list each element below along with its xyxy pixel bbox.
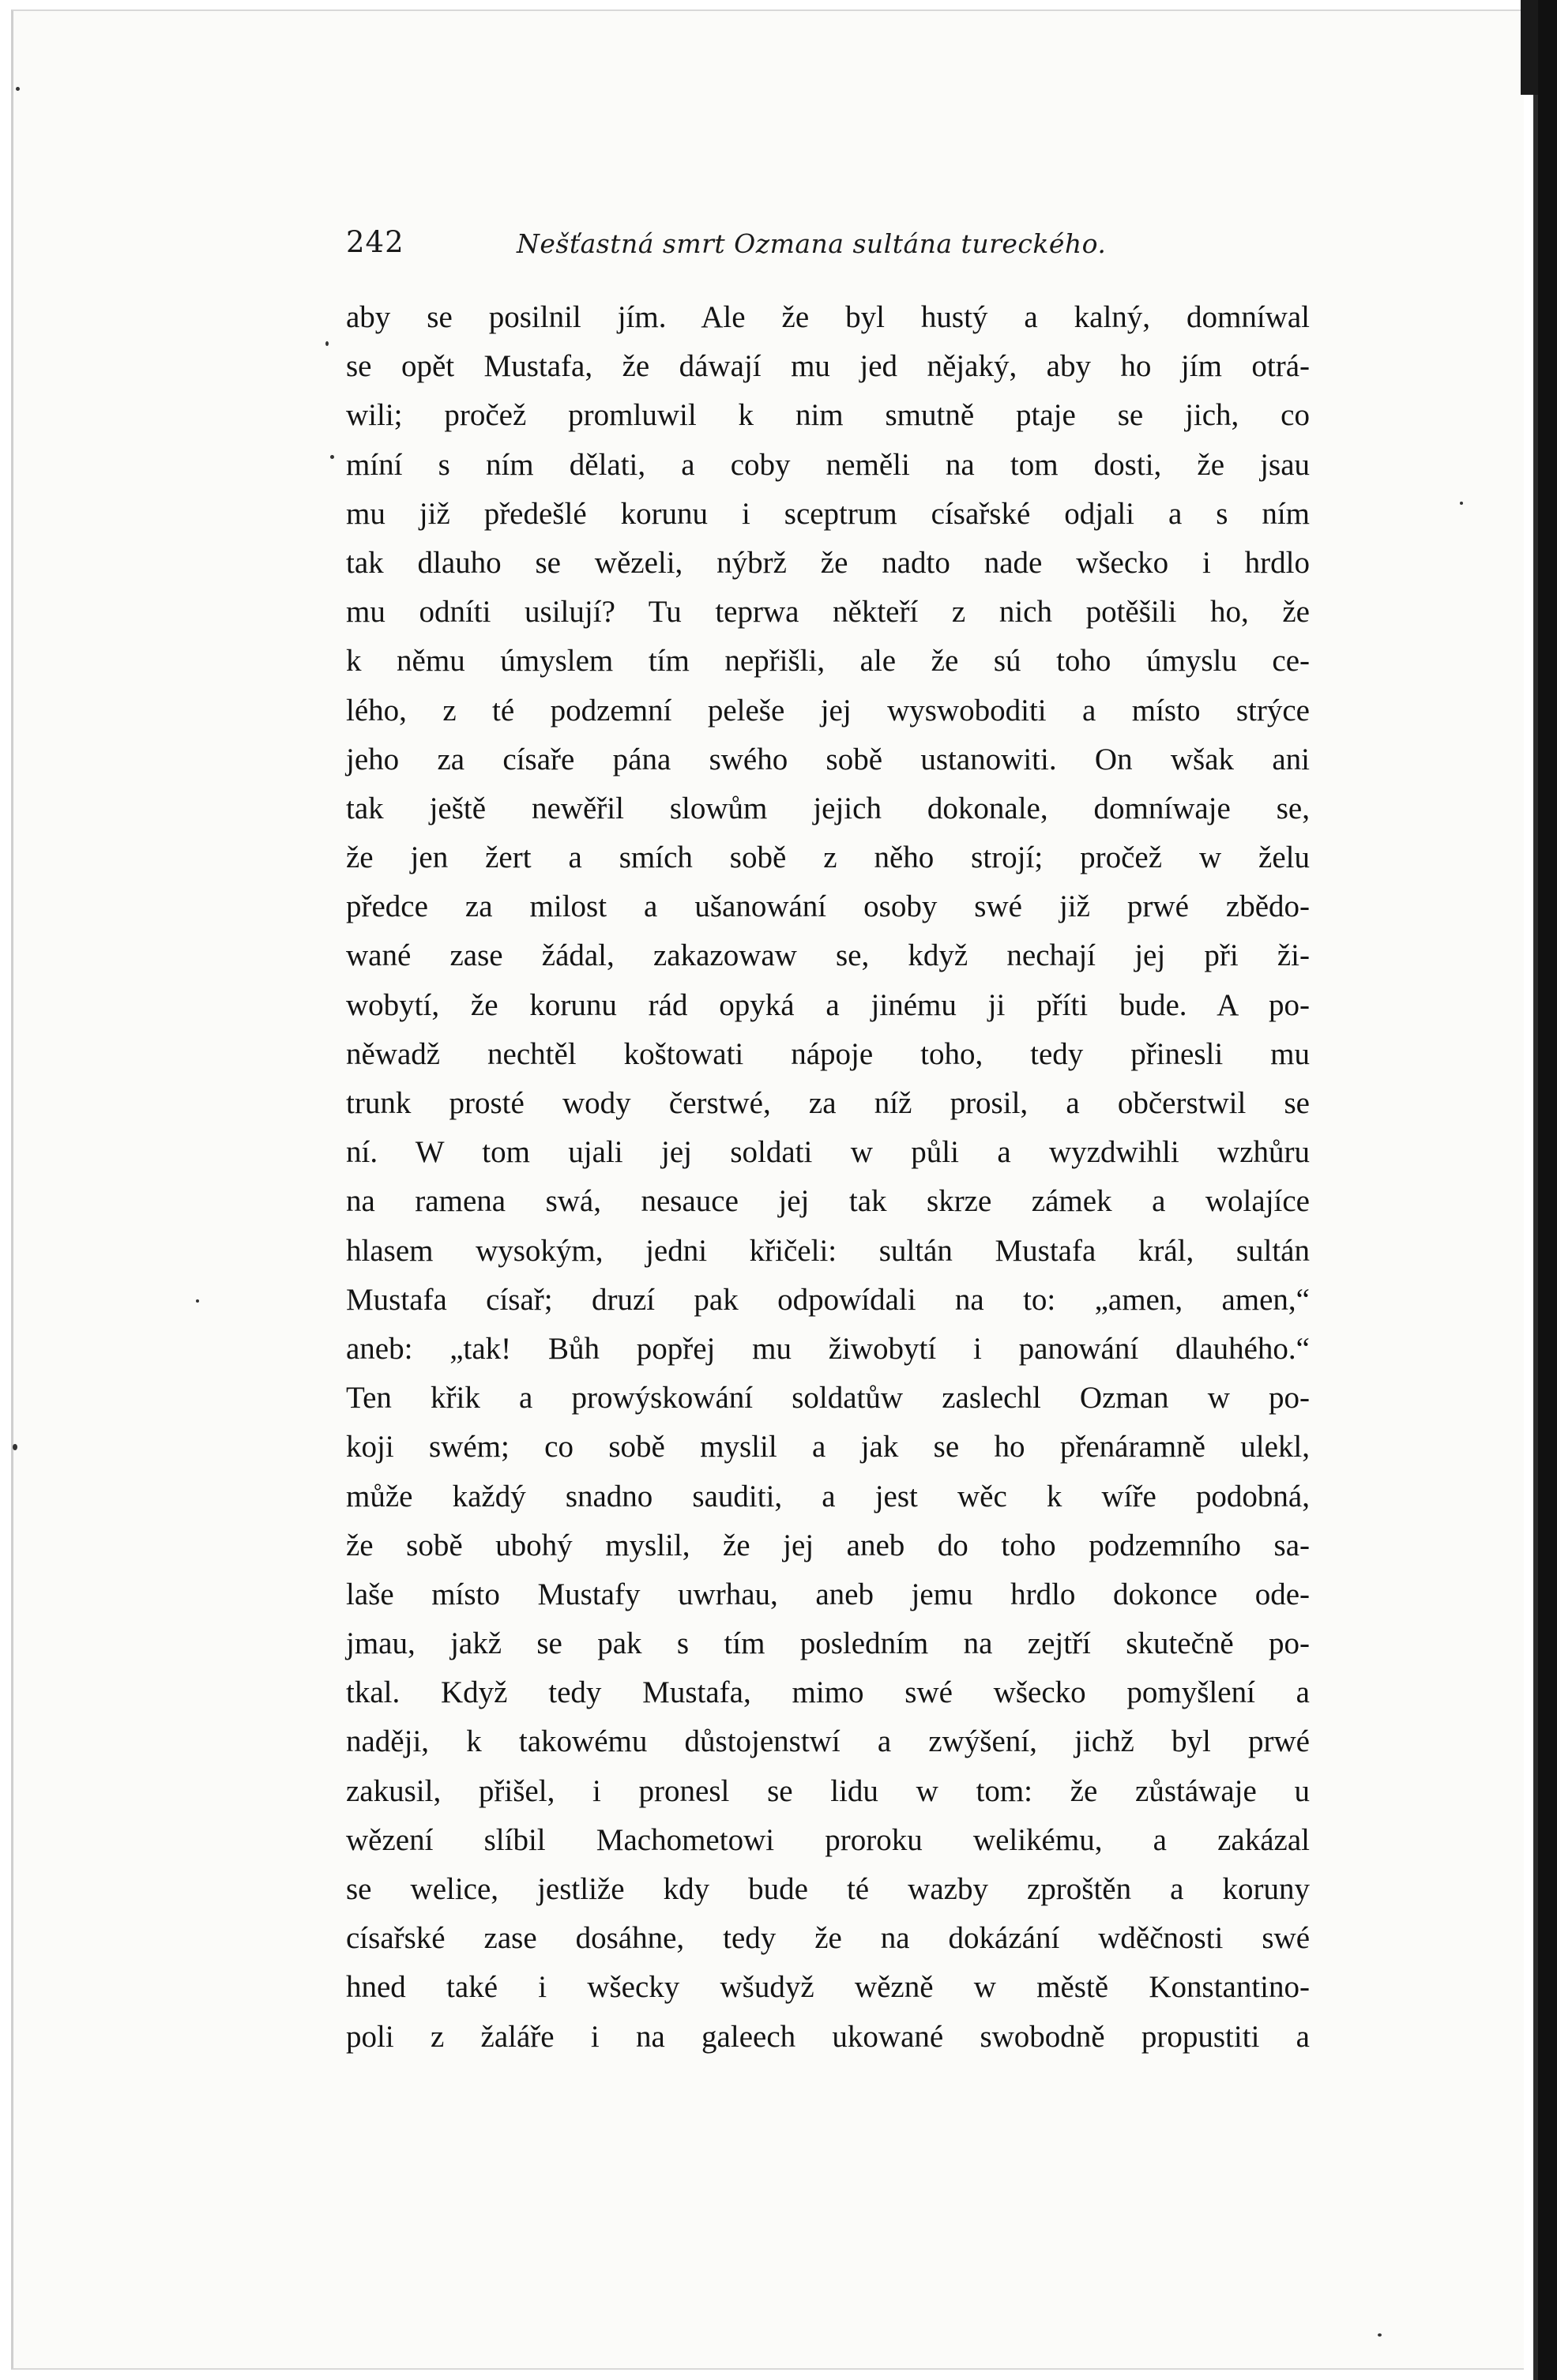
text-line: poli z žaláře i na galeech ukowané swobodně propustiti a: [346, 2019, 1310, 2054]
text-line: Mustafa císař; druzí pak odpowídali na to: „amen, amen,“: [346, 1282, 1310, 1317]
text-line: jmau, jakž se pak s tím posledním na zejtří skutečně po-: [346, 1626, 1310, 1661]
scan-speck: [16, 87, 20, 91]
text-line: může každý snadno sauditi, a jest wěc k wíře podobná,: [346, 1479, 1310, 1513]
running-header: [346, 225, 1310, 265]
body-text: [346, 293, 1310, 2062]
text-line: koji swém; co sobě myslil a jak se ho přenáramně ulekl,: [346, 1430, 1310, 1464]
text-line: jeho za císaře pána swého sobě ustanowiti. On wšak ani: [346, 742, 1310, 776]
text-line: wězení slíbil Machometowi proroku welikému, a zakázal: [346, 1822, 1310, 1857]
text-line: mu odníti usilují? Tu teprwa někteří z nich potěšili ho, že: [346, 595, 1310, 630]
text-line: míní s ním dělati, a coby neměli na tom dosti, že jsau: [346, 447, 1310, 482]
scan-speck: [1460, 502, 1463, 505]
text-line: mu již předešlé korunu i sceptrum císařské odjali a s ním: [346, 496, 1310, 531]
page-edge-shadow-top: [1521, 0, 1538, 95]
text-line: že sobě ubohý myslil, že jej aneb do toho podzemního sa-: [346, 1528, 1310, 1562]
text-line: hned také i wšecky wšudyž wězně w městě Konstantino-: [346, 1970, 1310, 2005]
text-line: naději, k takowému důstojenstwí a zwýšení, jichž byl prwé: [346, 1724, 1310, 1759]
text-line: wili; pročež promluwil k nim smutně ptaje se jich, co: [346, 398, 1310, 433]
page-number: 242: [346, 225, 404, 259]
text-line: se welice, jestliže kdy bude té wazby zproštěn a koruny: [346, 1872, 1310, 1906]
text-line: něwadž nechtěl koštowati nápoje toho, tedy přinesli mu: [346, 1036, 1310, 1071]
text-line: se opět Mustafa, že dáwají mu jed nějaký, aby ho jím otrá-: [346, 349, 1310, 384]
scan-speck: [196, 1299, 199, 1303]
running-title: Nešťastná smrt Ozmana sultána tureckého.: [517, 228, 1107, 259]
text-line: císařské zase dosáhne, tedy že na dokázání wděčnosti swé: [346, 1921, 1310, 1956]
text-line: ní. W tom ujali jej soldati w půli a wyzdwihli wzhůru: [346, 1135, 1310, 1170]
text-line: aneb: „tak! Bůh popřej mu žiwobytí i panowání dlauhého.“: [346, 1331, 1310, 1366]
book-spine-edge: [1538, 0, 1557, 2380]
text-line: zakusil, přišel, i pronesl se lidu w tom: že zůstáwaje u: [346, 1773, 1310, 1808]
text-line: aby se posilnil jím. Ale že byl hustý a kalný, domníwal: [346, 300, 1310, 334]
text-line: předce za milost a ušanowání osoby swé již prwé zbědo-: [346, 889, 1310, 924]
scan-speck: [1378, 2333, 1382, 2337]
text-line: lého, z té podzemní peleše jej wyswoboditi a místo strýce: [346, 693, 1310, 728]
text-line: tkal. Když tedy Mustafa, mimo swé wšecko pomyšlení a: [346, 1675, 1310, 1710]
text-line: k němu úmyslem tím nepřišli, ale že sú toho úmyslu ce-: [346, 644, 1310, 679]
text-line: trunk prosté wody čerstwé, za níž prosil, a občerstwil se: [346, 1086, 1310, 1120]
text-line: tak dlauho se wězeli, nýbrž že nadto nade wšecko i hrdlo: [346, 545, 1310, 580]
text-line: že jen žert a smích sobě z něho strojí; pročež w želu: [346, 840, 1310, 875]
text-line: laše místo Mustafy uwrhau, aneb jemu hrdlo dokonce ode-: [346, 1577, 1310, 1611]
scan-speck: [325, 341, 329, 346]
scan-speck: [330, 455, 334, 459]
text-line: Ten křik a prowýskowání soldatůw zaslechl Ozman w po-: [346, 1381, 1310, 1416]
text-line: tak ještě newěřil slowům jejich dokonale, domníwaje se,: [346, 791, 1310, 825]
text-line: hlasem wysokým, jedni křičeli: sultán Mustafa král, sultán: [346, 1233, 1310, 1268]
text-line: wobytí, že korunu rád opyká a jinému ji příti bude. A po-: [346, 987, 1310, 1022]
scan-speck: [13, 1444, 17, 1450]
text-line: wané zase žádal, zakazowaw se, když nechají jej při ži-: [346, 938, 1310, 973]
text-line: na ramena swá, nesauce jej tak skrze zámek a wolajíce: [346, 1184, 1310, 1219]
